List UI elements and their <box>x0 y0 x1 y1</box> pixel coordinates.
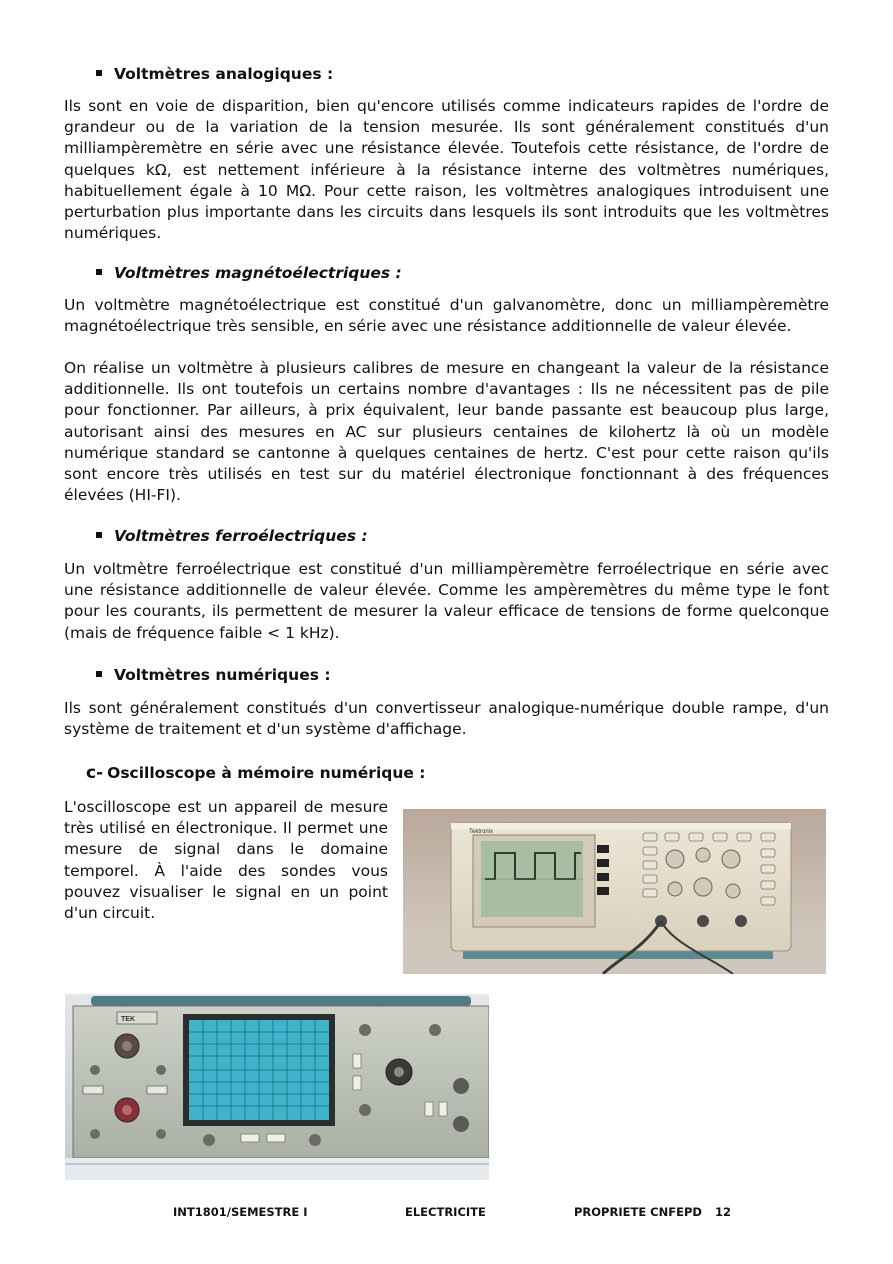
svg-text:Tektronix: Tektronix <box>469 829 494 835</box>
paragraph-magneto-1 <box>64 295 829 337</box>
footer-subject: ELECTRICITE <box>405 1205 486 1219</box>
svg-text:TEK: TEK <box>121 1016 135 1023</box>
paragraph-analog <box>64 96 829 244</box>
paragraph-magneto-text-1: Un voltmètre magnétoélectrique est constitué d'un galvanomètre, donc un milliampèremètre magnétoélectrique très sensible, en série avec une résistance additionnelle de valeur élevée. <box>64 296 829 336</box>
paragraph-numeric-text: Ils sont généralement constitués d'un convertisseur analogique-numérique double rampe, d'un système de traitement et d'un système d'affichage. <box>64 699 829 739</box>
footer-owner: PROPRIETE CNFEPD <box>574 1205 702 1219</box>
bullet-square-icon <box>96 70 102 76</box>
bullet-square-icon <box>96 269 102 275</box>
paragraph-magneto-text-2: On réalise un voltmètre à plusieurs calibres de mesure en changeant la valeur de la résistance additionnelle. Ils ont toutefois un certains nombre d'avantages : Ils ne nécessitent pas de pile pour fonctionner. Par ailleurs, à prix équivalent, leur bande passante est beaucoup plus large, autorisant ainsi des mesures en AC sur plusieurs centaines de kilohertz là où un modèle numérique standard se cantonne à quelques centaines de hertz. C'est pour cette raison qu'ils sont encore très utilisés en test sur du matériel électronique fonctionnant à des fréquences élevées (HI-FI). <box>64 359 829 505</box>
bullet-square-icon <box>96 532 102 538</box>
heading-oscilloscope-text: Oscilloscope à mémoire numérique : <box>107 764 426 782</box>
heading-analog-voltmeters: Voltmètres analogiques : <box>96 64 333 84</box>
paragraph-oscilloscope <box>64 797 388 924</box>
digital-oscilloscope-photo <box>403 809 826 974</box>
paragraph-ferro <box>64 559 829 644</box>
heading-numeric-voltmeters: Voltmètres numériques : <box>96 665 331 685</box>
bullet-square-icon <box>96 671 102 677</box>
heading-magneto-voltmeters: Voltmètres magnétoélectriques : <box>96 263 402 283</box>
digital-oscilloscope-illustration <box>403 809 826 974</box>
paragraph-magneto-2 <box>64 358 829 506</box>
paragraph-ferro-text: Un voltmètre ferroélectrique est constitué d'un milliampèremètre ferroélectrique en série avec une résistance additionnelle de valeur élevée. Comme les ampèremètres du même type le font pour les courants, ils permettent de mesurer la valeur efficace de tensions de forme quelconque (mais de fréquence faible < 1 kHz). <box>64 560 829 642</box>
paragraph-oscilloscope-text: L'oscilloscope est un appareil de mesure très utilisé en électronique. Il permet une mesure de signal dans le domaine temporel. À l'aide des sondes vous pouvez visualiser le signal en un point d'un circuit. <box>64 798 388 923</box>
paragraph-analog-text: Ils sont en voie de disparition, bien qu'encore utilisés comme indicateurs rapides de l'ordre de grandeur ou de la variation de la tension mesurée. Ils sont généralement constitués d'un milliampèremètre en série avec une résistance élevée. Toutefois cette résistance, de l'ordre de quelques kΩ, est nettement inférieure à la résistance interne des voltmètres numériques, habituellement égale à 10 MΩ. Pour cette raison, les voltmètres analogiques introduisent une perturbation plus importante dans les circuits dans lesquels ils sont introduits que les voltmètres numériques. <box>64 97 829 243</box>
paragraph-numeric <box>64 698 829 740</box>
analog-oscilloscope-photo <box>65 994 489 1180</box>
analog-oscilloscope-illustration <box>65 994 489 1180</box>
footer-page-number: 12 <box>715 1205 732 1219</box>
footer-course: INT1801/SEMESTRE I <box>173 1205 308 1219</box>
heading-oscilloscope <box>86 762 426 784</box>
section-marker: c- <box>86 763 104 783</box>
heading-ferro-voltmeters: Voltmètres ferroélectriques : <box>96 526 368 546</box>
